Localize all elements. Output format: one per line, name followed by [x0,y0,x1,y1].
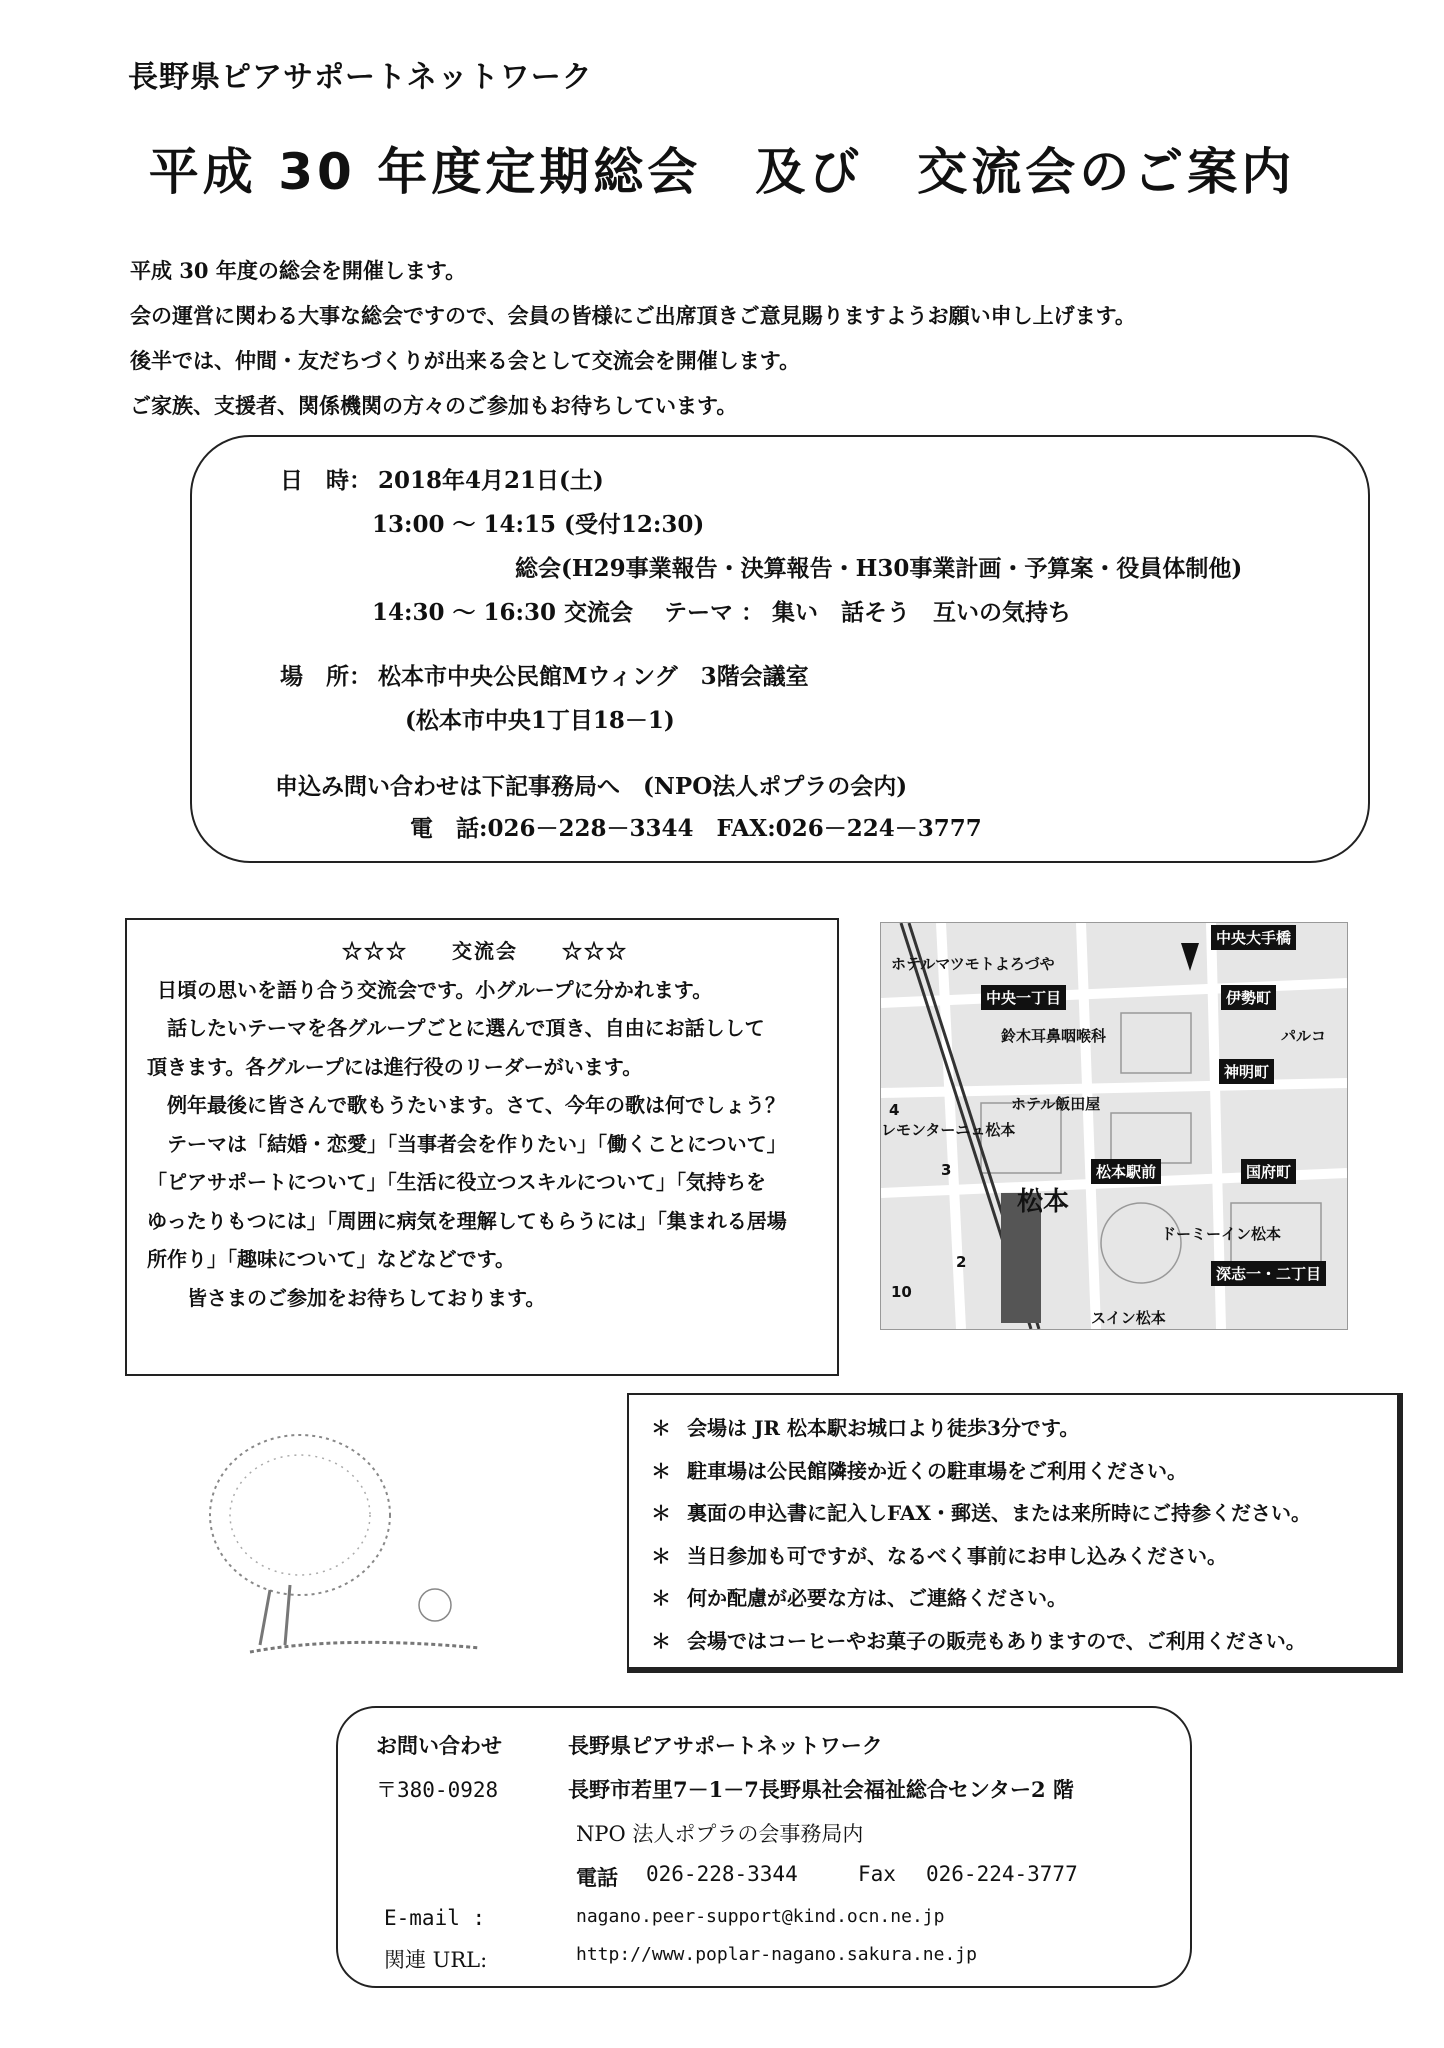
map-label-dormy: ドーミーイン松本 [1161,1225,1282,1243]
phone-fax: 電 話:026－228－3344 FAX:026－224－3777 [410,815,982,842]
asterisk-icon: ＊ [651,1586,671,1610]
apply-info: 申込み問い合わせは下記事務局へ (NPO法人ポプラの会内) [275,773,908,800]
map-label-sui: スイン松本 [1091,1309,1166,1327]
map-label-num: 10 [891,1283,912,1301]
time-exchange-meeting: 14:30 ～ 16:30 交流会 テーマ ： 集い 話そう 互いの気持ち [372,599,1072,626]
map-label-hotel: ホテルマツモトよろづや [891,955,1055,973]
exchange-meeting-box [125,918,839,1376]
map-label-kokufu: 国府町 [1241,1159,1296,1184]
exchange-line: 頂きます。各グループには進行役のリーダーがいます。 [147,1054,643,1079]
exchange-meeting-heading: ☆☆☆ 交流会 ☆☆☆ [342,939,628,963]
office-name: NPO 法人ポプラの会事務局内 [576,1822,864,1846]
contact-fax: 026-224-3777 [926,1862,1078,1886]
exchange-line: 皆さまのご参加をお待ちしております。 [187,1285,546,1310]
general-meeting-agenda: 総会(H29事業報告・決算報告・H30事業計画・予算案・役員体制他) [515,555,1243,582]
phone-label: 電話 [576,1865,618,1890]
note-item: ＊ 会場は JR 松本駅お城口より徒歩3分です。 [651,1407,1397,1450]
map-label-num: 3 [941,1161,952,1179]
exchange-line: 日頃の思いを語り合う交流会です。小グループに分かれます。 [157,977,713,1002]
note-item: ＊ 会場ではコーヒーやお菓子の販売もありますので、ご利用ください。 [651,1620,1397,1663]
asterisk-icon: ＊ [651,1458,671,1483]
map-label-chuo-ote: 中央大手橋 [1211,925,1296,950]
time-general-meeting: 13:00 ～ 14:15 (受付12:30) [372,511,705,538]
intro-line: 後半では、仲間・友だちづくりが出来る会として交流会を開催します。 [130,348,801,373]
exchange-line: 「ピアサポートについて」「生活に役立つスキルについて」「気持ちを [147,1170,766,1194]
map-label-hotel-iida: ホテル飯田屋 [1011,1095,1101,1113]
contact-phone: 026-228-3344 [646,1862,798,1886]
map-label-num: 4 [889,1101,900,1119]
map-label-num: 2 [956,1253,967,1271]
url-label: 関連 URL: [384,1948,488,1972]
contact-org-name: 長野県ピアサポートネットワーク [568,1733,883,1758]
date-label: 日 時： [280,467,372,494]
map-label-isemachi: 伊勢町 [1221,985,1276,1010]
contact-address: 長野市若里7－1－7長野県社会福祉総合センター2 階 [568,1777,1074,1802]
map-label-matsumoto-ekimae: 松本駅前 [1091,1159,1161,1184]
asterisk-icon: ＊ [651,1543,671,1568]
note-item: ＊ 何か配慮が必要な方は、ご連絡ください。 [651,1577,1397,1620]
exchange-line: 例年最後に皆さんで歌もうたいます。さて、今年の歌は何でしょう？ [167,1093,785,1117]
exchange-line: 話したいテーマを各グループごとに選んで頂き、自由にお話しして [167,1016,765,1040]
page-title: 平成 30 年度定期総会 及び 交流会のご案内 [148,143,1296,201]
place-value: 松本市中央公民館Mウィング 3階会議室 [378,663,809,690]
exchange-line: 所作り」「趣味について」などなどです。 [147,1247,515,1271]
organization-name: 長野県ピアサポートネットワーク [128,60,593,95]
inquiry-label: お問い合わせ [376,1733,502,1758]
place-label: 場 所： [280,663,372,690]
note-item: ＊ 当日参加も可ですが、なるべく事前にお申し込みください。 [651,1535,1397,1578]
map-label-center: レモンターニュ松本 [881,1121,1016,1139]
url-link[interactable]: http://www.poplar-nagano.sakura.ne.jp [576,1944,977,1965]
intro-text [130,248,1136,428]
map-label-shinmei: 神明町 [1219,1059,1274,1084]
map-label-parco: パルコ [1281,1027,1327,1045]
exchange-line: ゆったりもつには」「周囲に病気を理解してもらうには」「集まれる居場 [147,1208,787,1233]
note-item: ＊ 駐車場は公民館隣接か近くの駐車場をご利用ください。 [651,1450,1397,1493]
tree-illustration [190,1420,490,1665]
map-label-fukashi: 深志一・二丁目 [1211,1261,1326,1286]
intro-line: 会の運営に関わる大事な総会ですので、会員の皆様にご出席頂きご意見賜りますようお願い申し上げます。 [130,303,1136,328]
email-label: E-mail : [384,1906,486,1930]
asterisk-icon: ＊ [651,1628,671,1653]
intro-line: 平成 30 年度の総会を開催します。 [130,258,467,283]
date-value: 2018年4月21日(土) [378,467,604,494]
map-label-matsumoto: 松本 [1017,1187,1070,1217]
place-address: (松本市中央1丁目18－1) [405,707,675,734]
exchange-line: テーマは「結婚・恋愛」「当事者会を作りたい」「働くことについて」 [167,1131,787,1156]
asterisk-icon: ＊ [651,1416,671,1440]
asterisk-icon: ＊ [651,1501,671,1525]
contact-box [336,1706,1192,1988]
intro-line: ご家族、支援者、関係機関の方々のご参加もお待ちしています。 [130,393,738,418]
map-label-chuo-1: 中央一丁目 [981,985,1066,1010]
notes-box [627,1393,1403,1673]
fax-label: Fax [858,1862,896,1886]
email-link[interactable]: nagano.peer-support@kind.ocn.ne.jp [576,1906,945,1927]
postal-code: 〒380-0928 [376,1778,499,1802]
note-item: ＊ 裏面の申込書に記入しFAX・郵送、または来所時にご持参ください。 [651,1492,1397,1535]
venue-map [880,922,1348,1330]
map-label-suzuki: 鈴木耳鼻咽喉科 [1001,1027,1107,1045]
